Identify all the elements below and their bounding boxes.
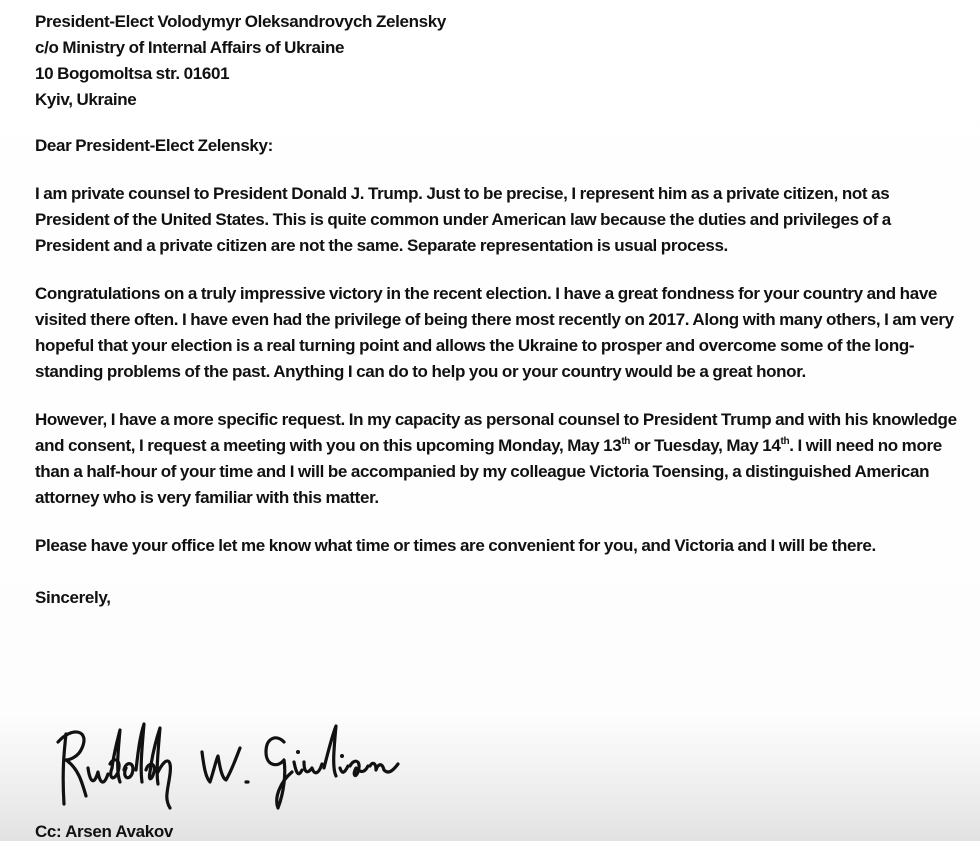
letter-body: [35, 9, 960, 611]
ordinal-suffix-13: th: [621, 436, 631, 447]
salutation: Dear President-Elect Zelensky:: [35, 136, 273, 155]
handwritten-signature: [52, 712, 412, 812]
paragraph-closing-request: Please have your office let me know what time or times are convenient for you, and Victoria and I will be there.: [35, 536, 876, 555]
paragraph-meeting-request: [35, 407, 960, 511]
cc-line: Cc: Arsen Avakov: [35, 822, 174, 841]
meeting-request-text-1: However, I have a more specific request. In my capacity as personal counsel to President Trump and with his knowledge and consent, I request a meeting with you on this upcoming Monday, May 13: [35, 410, 957, 455]
recipient-address: [35, 9, 960, 113]
address-line-street: 10 Bogomoltsa str. 01601: [35, 64, 230, 83]
paragraph-introduction: I am private counsel to President Donald J. Trump. Just to be precise, I represent him as a private citizen, not as President of the United States. This is quite common under American law because the duties and privileges of a President and a private citizen are not the same. Separate representation is usual process.: [35, 184, 891, 255]
address-line-name: President-Elect Volodymyr Oleksandrovych Zelensky: [35, 12, 446, 31]
address-line-ministry: c/o Ministry of Internal Affairs of Ukraine: [35, 38, 345, 57]
paragraph-congratulations: Congratulations on a truly impressive victory in the recent election. I have a great fondness for your country and have visited there often. I have even had the privilege of being there most recently on 2017. Along with many others, I am very hopeful that your election is a real turning point and allows the Ukraine to prosper and overcome some of the long-standing problems of the past. Anything I can do to help you or your country would be a great honor.: [35, 284, 954, 381]
ordinal-suffix-14: th: [780, 436, 790, 447]
address-line-city: Kyiv, Ukraine: [35, 90, 137, 109]
closing-sincerely: Sincerely,: [35, 588, 111, 607]
meeting-request-text-3: . I will need no more than a half-hour of your time and I will be accompanied by my colleague Victoria Toensing, a distinguished American attorney who is very familiar with this matter.: [35, 436, 942, 507]
meeting-request-text-2: or Tuesday, May 14: [630, 436, 781, 455]
